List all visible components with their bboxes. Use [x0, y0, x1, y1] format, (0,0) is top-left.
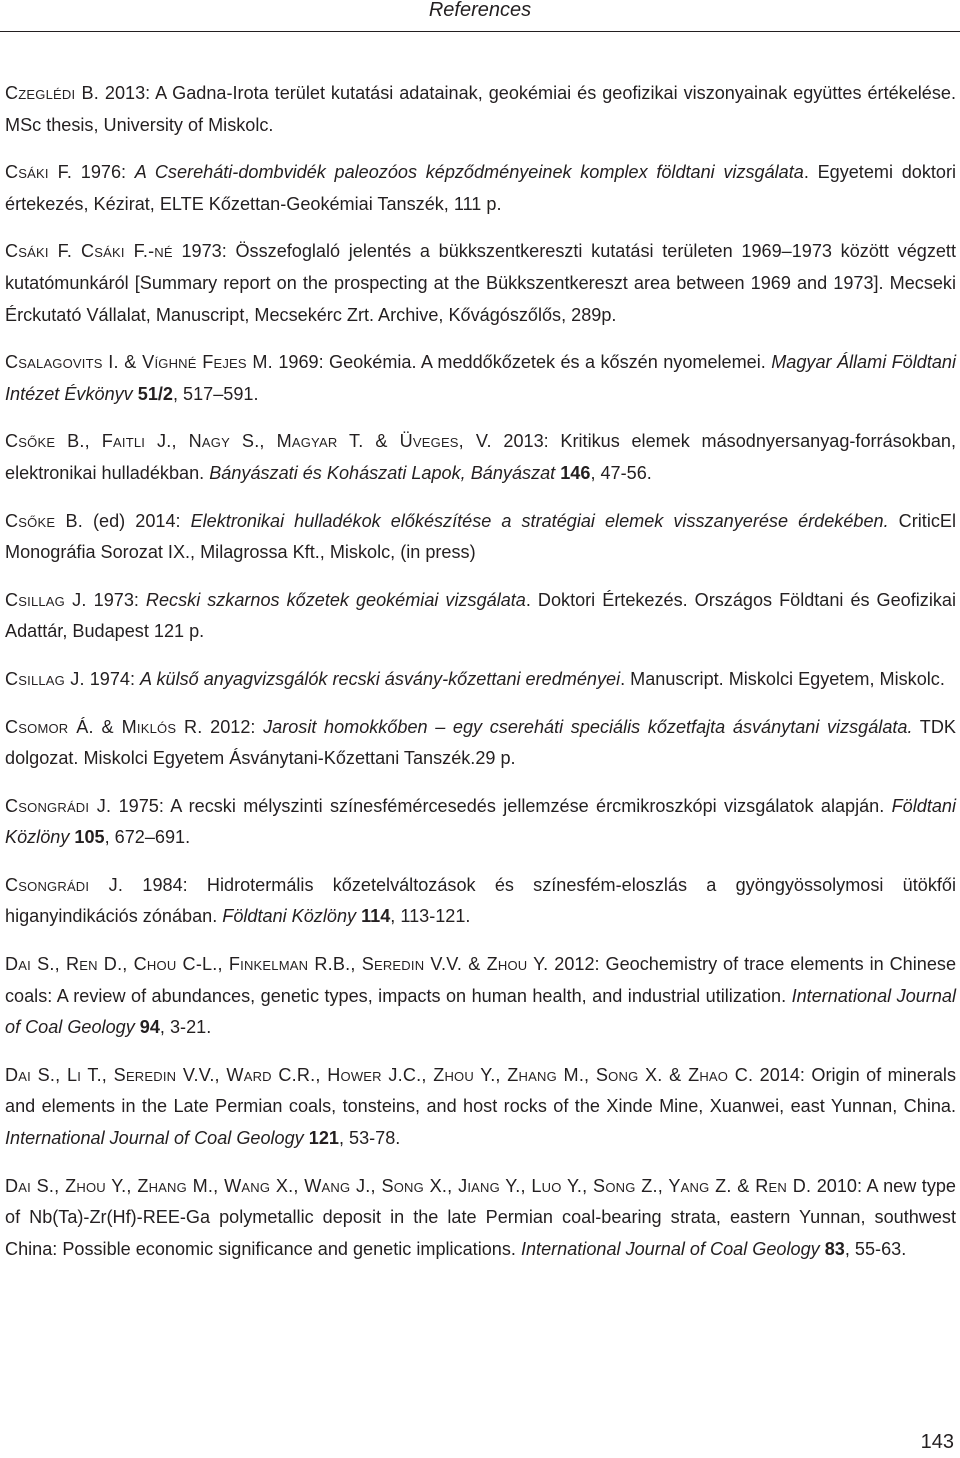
reference-italic-text: Földtani Közlöny: [5, 795, 956, 848]
reference-text: 1973: Összefoglaló jelentés a bükkszentkereszti kutatási területen 1969–1973 között végzett kutatómunkáról [Summary report on the prospecting at the Bükkszentkereszt area between 1969 and 1973]. Mecseki Érckutató Vállalat, Manuscript, Mecsekérc Zrt. Archive, Kővágószőlős, 289p.: [5, 241, 956, 325]
reference-text: CriticEl Monográfia Sorozat IX., Milagrossa Kft., Miskolc, (in press): [5, 510, 956, 563]
reference-authors: Czeglédi B.: [5, 83, 99, 103]
reference-text: , 672–691.: [104, 827, 191, 848]
reference-text: . Egyetemi doktori értekezés, Kézirat, ELTE Kőzettan-Geokémiai Tanszék, 111 p.: [5, 162, 956, 214]
reference-text: . Manuscript. Miskolci Egyetem, Miskolc.: [620, 668, 945, 689]
running-header: [0, 0, 960, 24]
reference-text: , 47-56.: [590, 462, 652, 483]
reference-entry: [5, 664, 956, 696]
reference-text: 2013: Kritikus elemek másodnyersanyag-forrásokban, elektronikai hulladékban.: [5, 431, 957, 483]
reference-volume: 94: [139, 1017, 160, 1038]
reference-volume: 51/2: [137, 383, 173, 404]
reference-entry: [5, 585, 956, 648]
reference-text: 1984: Hidrotermális kőzetelváltozások és színesfém-eloszlás a gyöngyössolymosi ütökfői higanyindikációs zónában.: [5, 874, 956, 927]
reference-entry: [5, 1060, 956, 1155]
reference-text: 1973:: [86, 589, 146, 610]
reference-authors: Csőke B., Faitli J., Nagy S., Magyar T. & Üveges, V.: [5, 431, 492, 452]
reference-entry: [5, 157, 956, 220]
reference-text: 2010: A new type of Nb(Ta)-Zr(Hf)-REE-Ga polymetallic deposit in the late Permian coal-bearing strata, eastern Yunnan, southwest China: Possible economic significance and genetic implications.: [5, 1175, 956, 1259]
reference-authors: Dai S., Ren D., Chou C-L., Finkelman R.B., Seredin V.V. & Zhou Y.: [5, 954, 549, 975]
reference-authors: Csalagovits I. & Víghné Fejes M.: [5, 352, 273, 373]
reference-italic-text: Földtani Közlöny: [222, 906, 357, 927]
reference-italic-text: A külső anyagvizsgálók recski ásvány-kőzettani eredményei: [140, 668, 621, 689]
reference-authors: Dai S., Zhou Y., Zhang M., Wang X., Wang J., Song X., Jiang Y., Luo Y., Song Z., Yang Z. & Ren D.: [5, 1175, 812, 1196]
reference-text: 1974:: [84, 668, 141, 689]
reference-italic-text: A Csereháti-dombvidék paleozóos képződményeinek komplex földtani vizsgálata: [134, 162, 804, 183]
reference-authors: Csongrádi J.: [5, 795, 112, 816]
reference-text: , 113-121.: [390, 906, 471, 927]
reference-entry: [5, 236, 956, 331]
reference-entry: [5, 426, 956, 489]
reference-text: , 53-78.: [338, 1128, 401, 1149]
reference-volume: 83: [824, 1238, 845, 1259]
reference-italic-text: Magyar Állami Földtani Intézet Évkönyv: [5, 352, 956, 404]
reference-entry: [5, 949, 956, 1044]
reference-authors: Csillag J.: [5, 668, 85, 689]
reference-text: 1969: Geokémia. A meddőkőzetek és a kőszén nyomelemei.: [272, 352, 772, 373]
reference-text: 1976:: [72, 162, 135, 183]
reference-text: 1975: A recski mélyszinti színesfémércesedés jellemzése ércmikroszkópi vizsgálatok alapján.: [111, 795, 892, 816]
reference-authors: Dai S., Li T., Seredin V.V., Ward C.R., Hower J.C., Zhou Y., Zhang M., Song X. & Zhao C.: [5, 1064, 754, 1085]
reference-italic-text: Recski szkarnos kőzetek geokémiai vizsgálata: [145, 589, 526, 610]
reference-italic-text: Jarosit homokkőben – egy csereháti speciális kőzetfajta ásványtani vizsgálata.: [263, 716, 913, 737]
reference-text: 2013: A Gadna-Irota terület kutatási adatainak, geokémiai és geofizikai viszonyainak együttes értékelése. MSc thesis, University of Miskolc.: [5, 83, 956, 135]
reference-text: , 3-21.: [159, 1017, 212, 1038]
reference-text: 2012:: [202, 716, 264, 737]
reference-authors: Csáki F. Csáki F.-né: [5, 241, 173, 262]
reference-entry: [5, 1171, 956, 1266]
reference-authors: Csongrádi J.: [5, 874, 124, 895]
reference-italic-text: International Journal of Coal Geology: [520, 1238, 820, 1259]
reference-entry: [5, 712, 956, 775]
reference-authors: Csáki F.: [5, 162, 73, 183]
reference-italic-text: Elektronikai hulladékok előkészítése a stratégiai elemek visszanyerése érdekében.: [190, 510, 889, 531]
reference-authors: Csomor Á. & Miklós R.: [5, 716, 203, 737]
reference-authors: Csillag J.: [5, 589, 87, 610]
reference-text: , 517–591.: [172, 383, 259, 404]
reference-italic-text: International Journal of Coal Geology: [5, 985, 956, 1038]
reference-entry: [5, 791, 956, 854]
reference-italic-text: International Journal of Coal Geology: [5, 1128, 304, 1149]
reference-volume: 146: [560, 462, 591, 483]
reference-text: 2012: Geochemistry of trace elements in Chinese coals: A review of abundances, genetic types, impacts on human health, and industrial utilization.: [5, 954, 957, 1006]
reference-entry: [5, 78, 956, 141]
reference-volume: 105: [74, 827, 105, 848]
reference-text: (ed) 2014:: [82, 510, 191, 531]
reference-volume: 114: [361, 906, 391, 927]
reference-entry: [5, 870, 956, 933]
header-divider: [0, 31, 960, 32]
reference-entry: [5, 506, 956, 569]
reference-italic-text: Bányászati és Kohászati Lapok, Bányászat: [209, 462, 556, 483]
reference-text: , 55-63.: [844, 1238, 907, 1259]
reference-text: . Doktori Értekezés. Országos Földtani és Geofizikai Adattár, Budapest 121 p.: [5, 589, 956, 642]
running-header-title: References: [428, 0, 532, 21]
reference-text: TDK dolgozat. Miskolci Egyetem Ásványtani-Kőzettani Tanszék.29 p.: [5, 716, 956, 769]
reference-entry: [5, 347, 956, 410]
reference-text: 2014: Origin of minerals and elements in the Late Permian coals, tonsteins, and host rocks of the Xinde Mine, Xuanwei, east Yunnan, China.: [5, 1064, 956, 1117]
reference-authors: Csőke B.: [5, 510, 83, 531]
reference-list: [5, 78, 956, 1281]
reference-volume: 121: [308, 1128, 339, 1149]
page-number: 143: [920, 1431, 954, 1453]
